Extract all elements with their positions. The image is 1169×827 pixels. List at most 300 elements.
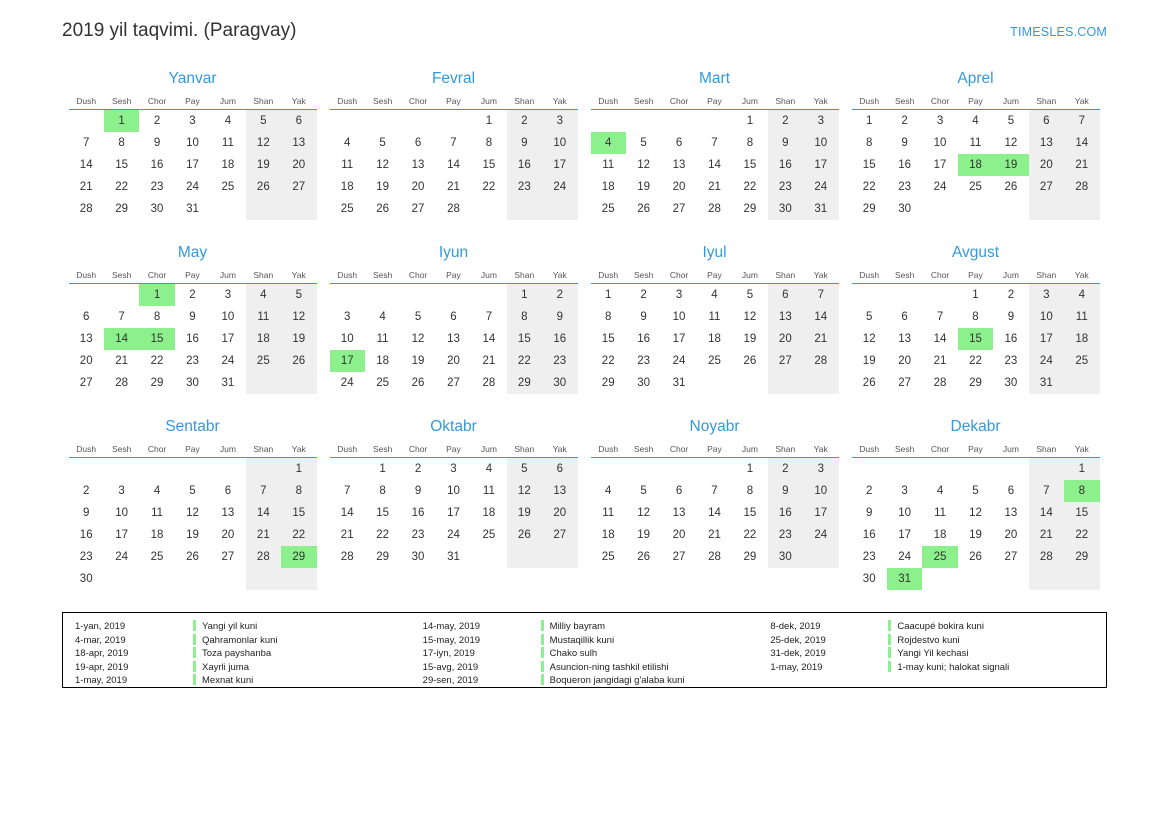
- day-cell[interactable]: [281, 154, 316, 176]
- day-cell[interactable]: [1064, 524, 1099, 546]
- day-cell[interactable]: [507, 502, 542, 524]
- day-cell[interactable]: [365, 458, 400, 480]
- day-cell[interactable]: [591, 502, 626, 524]
- day-cell[interactable]: [210, 132, 245, 154]
- day-cell[interactable]: [175, 198, 210, 220]
- day-cell[interactable]: [661, 176, 696, 198]
- day-cell[interactable]: [993, 502, 1028, 524]
- day-cell[interactable]: [922, 524, 957, 546]
- day-cell[interactable]: [436, 154, 471, 176]
- day-cell[interactable]: [471, 524, 506, 546]
- day-cell[interactable]: [281, 524, 316, 546]
- day-cell[interactable]: [246, 284, 281, 306]
- day-cell[interactable]: [365, 350, 400, 372]
- day-cell[interactable]: [330, 524, 365, 546]
- day-cell[interactable]: [210, 154, 245, 176]
- day-cell[interactable]: [139, 546, 174, 568]
- day-cell[interactable]: [471, 176, 506, 198]
- day-cell[interactable]: [436, 328, 471, 350]
- day-cell[interactable]: [1029, 350, 1064, 372]
- day-cell[interactable]: [175, 372, 210, 394]
- day-cell[interactable]: [330, 372, 365, 394]
- day-cell[interactable]: [436, 132, 471, 154]
- day-cell[interactable]: [661, 546, 696, 568]
- day-cell[interactable]: [330, 546, 365, 568]
- day-cell[interactable]: [958, 524, 993, 546]
- day-cell[interactable]: [852, 306, 887, 328]
- day-cell[interactable]: [471, 306, 506, 328]
- day-cell[interactable]: [175, 480, 210, 502]
- day-cell[interactable]: [697, 154, 732, 176]
- day-cell[interactable]: [436, 480, 471, 502]
- day-cell[interactable]: [69, 176, 104, 198]
- day-cell[interactable]: [887, 132, 922, 154]
- day-cell[interactable]: [175, 524, 210, 546]
- day-cell[interactable]: [400, 198, 435, 220]
- day-cell[interactable]: [1029, 132, 1064, 154]
- day-cell[interactable]: [1064, 154, 1099, 176]
- day-cell[interactable]: [958, 502, 993, 524]
- day-cell[interactable]: [210, 284, 245, 306]
- day-cell[interactable]: [507, 306, 542, 328]
- day-cell[interactable]: [542, 502, 577, 524]
- day-cell[interactable]: [852, 546, 887, 568]
- site-brand-link[interactable]: TIMESLES.COM: [1010, 25, 1107, 39]
- day-cell[interactable]: [542, 154, 577, 176]
- day-cell[interactable]: [591, 198, 626, 220]
- day-cell-holiday[interactable]: [281, 546, 316, 568]
- day-cell[interactable]: [1064, 502, 1099, 524]
- day-cell[interactable]: [175, 176, 210, 198]
- day-cell-holiday[interactable]: [104, 328, 139, 350]
- day-cell[interactable]: [436, 198, 471, 220]
- day-cell[interactable]: [471, 350, 506, 372]
- day-cell[interactable]: [542, 372, 577, 394]
- day-cell[interactable]: [1064, 546, 1099, 568]
- day-cell[interactable]: [993, 350, 1028, 372]
- day-cell[interactable]: [175, 132, 210, 154]
- day-cell[interactable]: [852, 154, 887, 176]
- day-cell[interactable]: [104, 198, 139, 220]
- day-cell[interactable]: [139, 350, 174, 372]
- day-cell[interactable]: [887, 328, 922, 350]
- day-cell[interactable]: [542, 176, 577, 198]
- day-cell[interactable]: [803, 284, 838, 306]
- day-cell[interactable]: [281, 306, 316, 328]
- day-cell[interactable]: [69, 350, 104, 372]
- day-cell[interactable]: [175, 154, 210, 176]
- day-cell[interactable]: [210, 480, 245, 502]
- day-cell[interactable]: [768, 198, 803, 220]
- day-cell[interactable]: [471, 372, 506, 394]
- day-cell[interactable]: [330, 328, 365, 350]
- day-cell[interactable]: [626, 198, 661, 220]
- day-cell[interactable]: [661, 306, 696, 328]
- day-cell[interactable]: [958, 546, 993, 568]
- day-cell[interactable]: [922, 350, 957, 372]
- day-cell[interactable]: [732, 458, 767, 480]
- day-cell[interactable]: [507, 284, 542, 306]
- day-cell[interactable]: [175, 350, 210, 372]
- day-cell[interactable]: [993, 284, 1028, 306]
- day-cell[interactable]: [104, 154, 139, 176]
- day-cell[interactable]: [400, 372, 435, 394]
- day-cell[interactable]: [626, 372, 661, 394]
- day-cell[interactable]: [1064, 132, 1099, 154]
- day-cell[interactable]: [365, 176, 400, 198]
- day-cell[interactable]: [661, 350, 696, 372]
- day-cell[interactable]: [887, 306, 922, 328]
- day-cell-holiday[interactable]: [139, 328, 174, 350]
- day-cell[interactable]: [175, 328, 210, 350]
- day-cell[interactable]: [471, 480, 506, 502]
- day-cell[interactable]: [958, 110, 993, 132]
- day-cell[interactable]: [507, 480, 542, 502]
- day-cell[interactable]: [697, 480, 732, 502]
- day-cell[interactable]: [281, 328, 316, 350]
- day-cell[interactable]: [1029, 284, 1064, 306]
- day-cell[interactable]: [768, 110, 803, 132]
- day-cell[interactable]: [400, 502, 435, 524]
- day-cell[interactable]: [246, 350, 281, 372]
- day-cell[interactable]: [104, 480, 139, 502]
- day-cell[interactable]: [887, 154, 922, 176]
- day-cell[interactable]: [661, 372, 696, 394]
- day-cell[interactable]: [852, 176, 887, 198]
- day-cell[interactable]: [175, 546, 210, 568]
- day-cell[interactable]: [210, 350, 245, 372]
- day-cell[interactable]: [803, 176, 838, 198]
- day-cell[interactable]: [400, 154, 435, 176]
- day-cell[interactable]: [471, 328, 506, 350]
- day-cell[interactable]: [542, 132, 577, 154]
- day-cell[interactable]: [1029, 524, 1064, 546]
- day-cell[interactable]: [436, 350, 471, 372]
- day-cell[interactable]: [139, 132, 174, 154]
- day-cell[interactable]: [852, 328, 887, 350]
- day-cell[interactable]: [246, 524, 281, 546]
- day-cell[interactable]: [210, 110, 245, 132]
- day-cell[interactable]: [768, 524, 803, 546]
- day-cell[interactable]: [803, 480, 838, 502]
- day-cell[interactable]: [69, 154, 104, 176]
- day-cell[interactable]: [993, 480, 1028, 502]
- day-cell[interactable]: [626, 328, 661, 350]
- day-cell[interactable]: [471, 132, 506, 154]
- day-cell[interactable]: [768, 306, 803, 328]
- day-cell[interactable]: [958, 372, 993, 394]
- day-cell[interactable]: [281, 110, 316, 132]
- day-cell[interactable]: [104, 350, 139, 372]
- day-cell[interactable]: [661, 198, 696, 220]
- day-cell[interactable]: [104, 502, 139, 524]
- day-cell[interactable]: [139, 372, 174, 394]
- day-cell[interactable]: [175, 306, 210, 328]
- day-cell[interactable]: [661, 284, 696, 306]
- day-cell[interactable]: [852, 132, 887, 154]
- day-cell[interactable]: [591, 284, 626, 306]
- day-cell[interactable]: [958, 306, 993, 328]
- day-cell[interactable]: [1029, 328, 1064, 350]
- day-cell[interactable]: [768, 328, 803, 350]
- day-cell[interactable]: [281, 502, 316, 524]
- day-cell[interactable]: [507, 110, 542, 132]
- day-cell[interactable]: [542, 306, 577, 328]
- day-cell[interactable]: [69, 546, 104, 568]
- day-cell[interactable]: [471, 502, 506, 524]
- day-cell[interactable]: [1064, 284, 1099, 306]
- day-cell[interactable]: [330, 154, 365, 176]
- day-cell[interactable]: [507, 132, 542, 154]
- day-cell[interactable]: [697, 524, 732, 546]
- day-cell[interactable]: [1029, 502, 1064, 524]
- day-cell[interactable]: [542, 284, 577, 306]
- day-cell[interactable]: [210, 502, 245, 524]
- day-cell[interactable]: [69, 480, 104, 502]
- day-cell[interactable]: [139, 198, 174, 220]
- day-cell-holiday[interactable]: [139, 284, 174, 306]
- day-cell[interactable]: [993, 328, 1028, 350]
- day-cell[interactable]: [732, 132, 767, 154]
- day-cell[interactable]: [626, 176, 661, 198]
- day-cell[interactable]: [922, 480, 957, 502]
- day-cell[interactable]: [246, 176, 281, 198]
- day-cell[interactable]: [852, 372, 887, 394]
- day-cell[interactable]: [732, 176, 767, 198]
- day-cell[interactable]: [104, 524, 139, 546]
- day-cell[interactable]: [922, 372, 957, 394]
- day-cell[interactable]: [626, 154, 661, 176]
- day-cell[interactable]: [803, 458, 838, 480]
- day-cell-holiday[interactable]: [330, 350, 365, 372]
- day-cell[interactable]: [803, 328, 838, 350]
- day-cell[interactable]: [139, 306, 174, 328]
- day-cell[interactable]: [887, 546, 922, 568]
- day-cell[interactable]: [400, 176, 435, 198]
- day-cell[interactable]: [697, 198, 732, 220]
- day-cell[interactable]: [626, 546, 661, 568]
- day-cell[interactable]: [803, 502, 838, 524]
- day-cell[interactable]: [697, 350, 732, 372]
- day-cell-holiday[interactable]: [922, 546, 957, 568]
- day-cell[interactable]: [768, 546, 803, 568]
- day-cell[interactable]: [400, 350, 435, 372]
- day-cell[interactable]: [175, 502, 210, 524]
- day-cell[interactable]: [400, 306, 435, 328]
- day-cell[interactable]: [1064, 306, 1099, 328]
- day-cell[interactable]: [365, 198, 400, 220]
- day-cell[interactable]: [365, 524, 400, 546]
- day-cell[interactable]: [732, 546, 767, 568]
- day-cell[interactable]: [175, 284, 210, 306]
- day-cell[interactable]: [732, 350, 767, 372]
- day-cell[interactable]: [852, 568, 887, 590]
- day-cell[interactable]: [542, 524, 577, 546]
- day-cell[interactable]: [697, 176, 732, 198]
- day-cell[interactable]: [887, 502, 922, 524]
- day-cell[interactable]: [803, 350, 838, 372]
- day-cell[interactable]: [365, 132, 400, 154]
- day-cell[interactable]: [246, 110, 281, 132]
- day-cell[interactable]: [993, 372, 1028, 394]
- day-cell[interactable]: [732, 284, 767, 306]
- day-cell[interactable]: [281, 458, 316, 480]
- day-cell[interactable]: [993, 524, 1028, 546]
- day-cell[interactable]: [1029, 546, 1064, 568]
- day-cell[interactable]: [661, 524, 696, 546]
- day-cell[interactable]: [330, 198, 365, 220]
- day-cell[interactable]: [507, 154, 542, 176]
- day-cell[interactable]: [1029, 154, 1064, 176]
- day-cell[interactable]: [400, 458, 435, 480]
- day-cell[interactable]: [210, 372, 245, 394]
- day-cell[interactable]: [210, 306, 245, 328]
- day-cell[interactable]: [246, 328, 281, 350]
- day-cell[interactable]: [69, 328, 104, 350]
- day-cell[interactable]: [732, 502, 767, 524]
- day-cell[interactable]: [922, 328, 957, 350]
- day-cell[interactable]: [887, 198, 922, 220]
- day-cell[interactable]: [542, 110, 577, 132]
- day-cell[interactable]: [436, 524, 471, 546]
- day-cell[interactable]: [330, 176, 365, 198]
- day-cell[interactable]: [542, 458, 577, 480]
- day-cell[interactable]: [803, 198, 838, 220]
- day-cell[interactable]: [507, 176, 542, 198]
- day-cell[interactable]: [436, 458, 471, 480]
- day-cell[interactable]: [591, 524, 626, 546]
- day-cell[interactable]: [697, 284, 732, 306]
- day-cell[interactable]: [542, 328, 577, 350]
- day-cell[interactable]: [732, 524, 767, 546]
- day-cell[interactable]: [887, 480, 922, 502]
- day-cell[interactable]: [661, 480, 696, 502]
- day-cell[interactable]: [768, 176, 803, 198]
- day-cell[interactable]: [626, 284, 661, 306]
- day-cell[interactable]: [246, 306, 281, 328]
- day-cell[interactable]: [803, 524, 838, 546]
- day-cell[interactable]: [993, 176, 1028, 198]
- day-cell[interactable]: [887, 176, 922, 198]
- day-cell[interactable]: [246, 502, 281, 524]
- day-cell[interactable]: [852, 524, 887, 546]
- day-cell[interactable]: [471, 110, 506, 132]
- day-cell[interactable]: [436, 502, 471, 524]
- day-cell[interactable]: [852, 198, 887, 220]
- day-cell[interactable]: [591, 480, 626, 502]
- day-cell[interactable]: [591, 328, 626, 350]
- day-cell[interactable]: [69, 568, 104, 590]
- day-cell[interactable]: [104, 546, 139, 568]
- day-cell[interactable]: [993, 132, 1028, 154]
- day-cell[interactable]: [626, 350, 661, 372]
- day-cell[interactable]: [104, 306, 139, 328]
- day-cell[interactable]: [993, 306, 1028, 328]
- day-cell[interactable]: [330, 132, 365, 154]
- day-cell[interactable]: [1029, 480, 1064, 502]
- day-cell[interactable]: [400, 132, 435, 154]
- day-cell[interactable]: [626, 480, 661, 502]
- day-cell[interactable]: [1064, 328, 1099, 350]
- day-cell[interactable]: [697, 546, 732, 568]
- day-cell[interactable]: [852, 480, 887, 502]
- day-cell[interactable]: [210, 546, 245, 568]
- day-cell[interactable]: [210, 328, 245, 350]
- day-cell[interactable]: [69, 372, 104, 394]
- day-cell[interactable]: [922, 132, 957, 154]
- day-cell[interactable]: [400, 546, 435, 568]
- day-cell[interactable]: [768, 350, 803, 372]
- day-cell[interactable]: [661, 154, 696, 176]
- day-cell-holiday[interactable]: [887, 568, 922, 590]
- day-cell[interactable]: [661, 328, 696, 350]
- day-cell[interactable]: [436, 176, 471, 198]
- day-cell[interactable]: [887, 372, 922, 394]
- day-cell[interactable]: [768, 284, 803, 306]
- day-cell-holiday[interactable]: [993, 154, 1028, 176]
- day-cell[interactable]: [69, 198, 104, 220]
- day-cell[interactable]: [365, 502, 400, 524]
- day-cell[interactable]: [732, 480, 767, 502]
- day-cell[interactable]: [958, 176, 993, 198]
- day-cell[interactable]: [591, 154, 626, 176]
- day-cell[interactable]: [507, 372, 542, 394]
- day-cell[interactable]: [365, 154, 400, 176]
- day-cell[interactable]: [139, 110, 174, 132]
- day-cell[interactable]: [330, 480, 365, 502]
- day-cell[interactable]: [852, 502, 887, 524]
- day-cell[interactable]: [69, 132, 104, 154]
- day-cell[interactable]: [803, 110, 838, 132]
- day-cell[interactable]: [993, 546, 1028, 568]
- day-cell[interactable]: [175, 110, 210, 132]
- day-cell-holiday[interactable]: [958, 328, 993, 350]
- day-cell[interactable]: [246, 132, 281, 154]
- day-cell[interactable]: [365, 328, 400, 350]
- day-cell[interactable]: [542, 480, 577, 502]
- day-cell[interactable]: [732, 198, 767, 220]
- day-cell[interactable]: [768, 502, 803, 524]
- day-cell[interactable]: [958, 480, 993, 502]
- day-cell[interactable]: [591, 306, 626, 328]
- day-cell[interactable]: [471, 458, 506, 480]
- day-cell[interactable]: [958, 284, 993, 306]
- day-cell[interactable]: [507, 524, 542, 546]
- day-cell[interactable]: [697, 132, 732, 154]
- day-cell[interactable]: [365, 546, 400, 568]
- day-cell[interactable]: [139, 154, 174, 176]
- day-cell[interactable]: [365, 480, 400, 502]
- day-cell[interactable]: [922, 154, 957, 176]
- day-cell[interactable]: [507, 458, 542, 480]
- day-cell[interactable]: [1064, 110, 1099, 132]
- day-cell[interactable]: [732, 306, 767, 328]
- day-cell[interactable]: [852, 110, 887, 132]
- day-cell[interactable]: [626, 502, 661, 524]
- day-cell[interactable]: [400, 328, 435, 350]
- day-cell[interactable]: [803, 154, 838, 176]
- day-cell-holiday[interactable]: [1064, 480, 1099, 502]
- day-cell[interactable]: [887, 110, 922, 132]
- day-cell[interactable]: [697, 306, 732, 328]
- day-cell[interactable]: [69, 502, 104, 524]
- day-cell[interactable]: [958, 350, 993, 372]
- day-cell[interactable]: [1029, 372, 1064, 394]
- day-cell[interactable]: [697, 328, 732, 350]
- day-cell[interactable]: [281, 176, 316, 198]
- day-cell[interactable]: [626, 306, 661, 328]
- day-cell[interactable]: [365, 306, 400, 328]
